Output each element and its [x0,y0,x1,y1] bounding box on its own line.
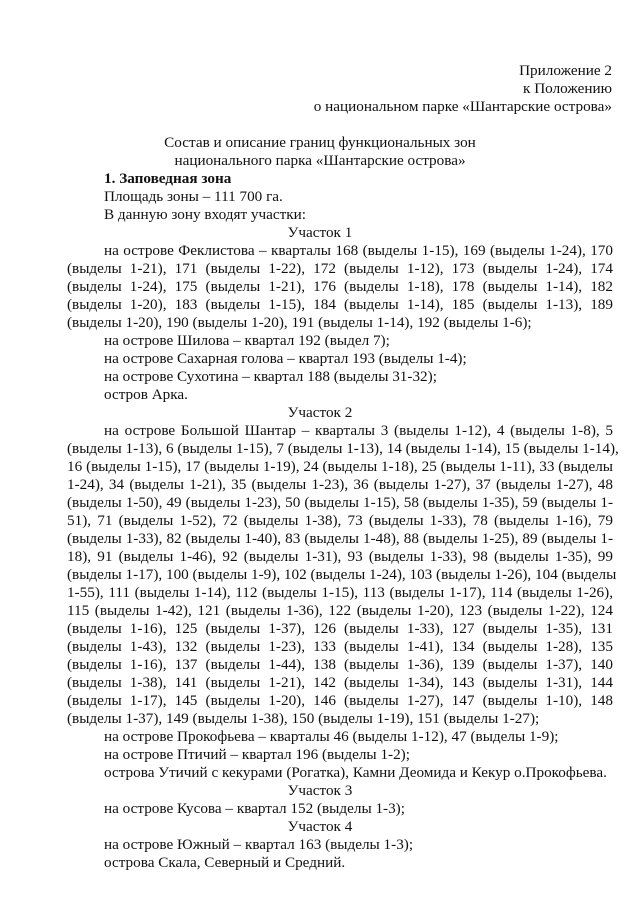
plot-1-line: на острове Феклистова – кварталы 168 (выделы 1-15), 169 (выделы 1-24), 170 [104,242,613,259]
plot-1-extra: на острове Шилова – квартал 192 (выдел 7); [104,332,390,349]
plot-2-line: 1-24), 34 (выделы 1-21), 35 (выделы 1-23), 36 (выделы 1-27), 37 (выделы 1-27), 48 [67,476,613,493]
appendix-subject: о национальном парке «Шантарские острова» [313,98,612,115]
plot-2-line: 51), 71 (выделы 1-52), 72 (выделы 1-38), 73 (выделы 1-33), 78 (выделы 1-16), 79 [67,512,613,529]
plot-2-line: (выделы 1-16), 137 (выделы 1-44), 138 (выделы 1-36), 139 (выделы 1-37), 140 [67,656,613,673]
plot-2-line: 1-55), 111 (выделы 1-14), 112 (выделы 1-15), 113 (выделы 1-17), 114 (выделы 1-26), [67,584,613,601]
plot-2-line: (выделы 1-38), 141 (выделы 1-21), 142 (выделы 1-34), 143 (выделы 1-31), 144 [67,674,613,691]
plot-2-extra: на острове Прокофьева – кварталы 46 (выделы 1-12), 47 (выделы 1-9); [104,728,559,745]
plot-1-line: (выделы 1-21), 171 (выделы 1-22), 172 (выделы 1-12), 173 (выделы 1-24), 174 [67,260,613,277]
appendix-ref: к Положению [523,80,612,97]
plot-4-line: на острове Южный – квартал 163 (выделы 1-3); [104,836,414,853]
plot-2-line: (выделы 1-43), 132 (выделы 1-23), 133 (выделы 1-41), 134 (выделы 1-28), 135 [67,638,613,655]
plot-4-title: Участок 4 [287,818,353,835]
plot-2-line: (выделы 1-17), 100 (выделы 1-9), 102 (выделы 1-24), 103 (выделы 1-26), 104 (выделы [67,566,617,583]
plot-4-extra: острова Скала, Северный и Средний. [104,854,346,871]
document-title-line-2: национального парка «Шантарские острова» [174,152,466,169]
plot-1-line: (выделы 1-20), 190 (выделы 1-20), 191 (выделы 1-14), 192 (выделы 1-6); [67,314,532,331]
plot-2-line: (выделы 1-33), 82 (выделы 1-40), 83 (выделы 1-48), 88 (выделы 1-25), 89 (выделы 1- [67,530,613,547]
section-heading: 1. Заповедная зона [104,170,232,187]
plot-1-extra: на острове Сухотина – квартал 188 (выделы 31-32); [104,368,437,385]
plot-2-line: (выделы 1-16), 125 (выделы 1-37), 126 (выделы 1-33), 127 (выделы 1-35), 131 [67,620,613,637]
plot-2-line: (выделы 1-17), 145 (выделы 1-20), 146 (выделы 1-27), 147 (выделы 1-10), 148 [67,692,613,709]
plot-2-line: (выделы 1-37), 149 (выделы 1-38), 150 (выделы 1-19), 151 (выделы 1-27); [67,710,540,727]
plot-2-title: Участок 2 [287,404,353,421]
plot-2-line: на острове Большой Шантар – кварталы 3 (выделы 1-12), 4 (выделы 1-8), 5 [104,422,613,439]
document-title-line-1: Состав и описание границ функциональных зон [164,134,476,151]
plot-3-line: на острове Кусова – квартал 152 (выделы 1-3); [104,800,405,817]
plot-1-title: Участок 1 [287,224,353,241]
plot-2-extra: на острове Птичий – квартал 196 (выделы 1-2); [104,746,410,763]
plot-2-line: (выделы 1-13), 6 (выделы 1-15), 7 (выделы 1-13), 14 (выделы 1-14), 15 (выделы 1-14), [67,440,619,457]
zone-area: Площадь зоны – 111 700 га. [104,188,283,205]
plot-1-extra: остров Арка. [104,386,188,403]
appendix-label: Приложение 2 [519,62,612,79]
plot-2-line: 16 (выделы 1-15), 17 (выделы 1-19), 24 (выделы 1-18), 25 (выделы 1-11), 33 (выделы [67,458,613,475]
plot-2-line: 18), 91 (выделы 1-46), 92 (выделы 1-31), 93 (выделы 1-33), 98 (выделы 1-35), 99 [67,548,613,565]
zone-intro: В данную зону входят участки: [104,206,306,223]
plot-2-extra: острова Утичий с кекурами (Рогатка), Камни Деомида и Кекур о.Прокофьева. [104,764,607,781]
plot-2-line: (выделы 1-50), 49 (выделы 1-23), 50 (выделы 1-15), 58 (выделы 1-35), 59 (выделы 1- [67,494,613,511]
plot-1-line: (выделы 1-24), 175 (выделы 1-21), 176 (выделы 1-18), 178 (выделы 1-14), 182 [67,278,613,295]
plot-3-title: Участок 3 [287,782,353,799]
plot-1-line: (выделы 1-20), 183 (выделы 1-15), 184 (выделы 1-14), 185 (выделы 1-13), 189 [67,296,613,313]
plot-1-extra: на острове Сахарная голова – квартал 193 (выделы 1-4); [104,350,467,367]
plot-2-line: 115 (выделы 1-42), 121 (выделы 1-36), 122 (выделы 1-20), 123 (выделы 1-22), 124 [67,602,613,619]
